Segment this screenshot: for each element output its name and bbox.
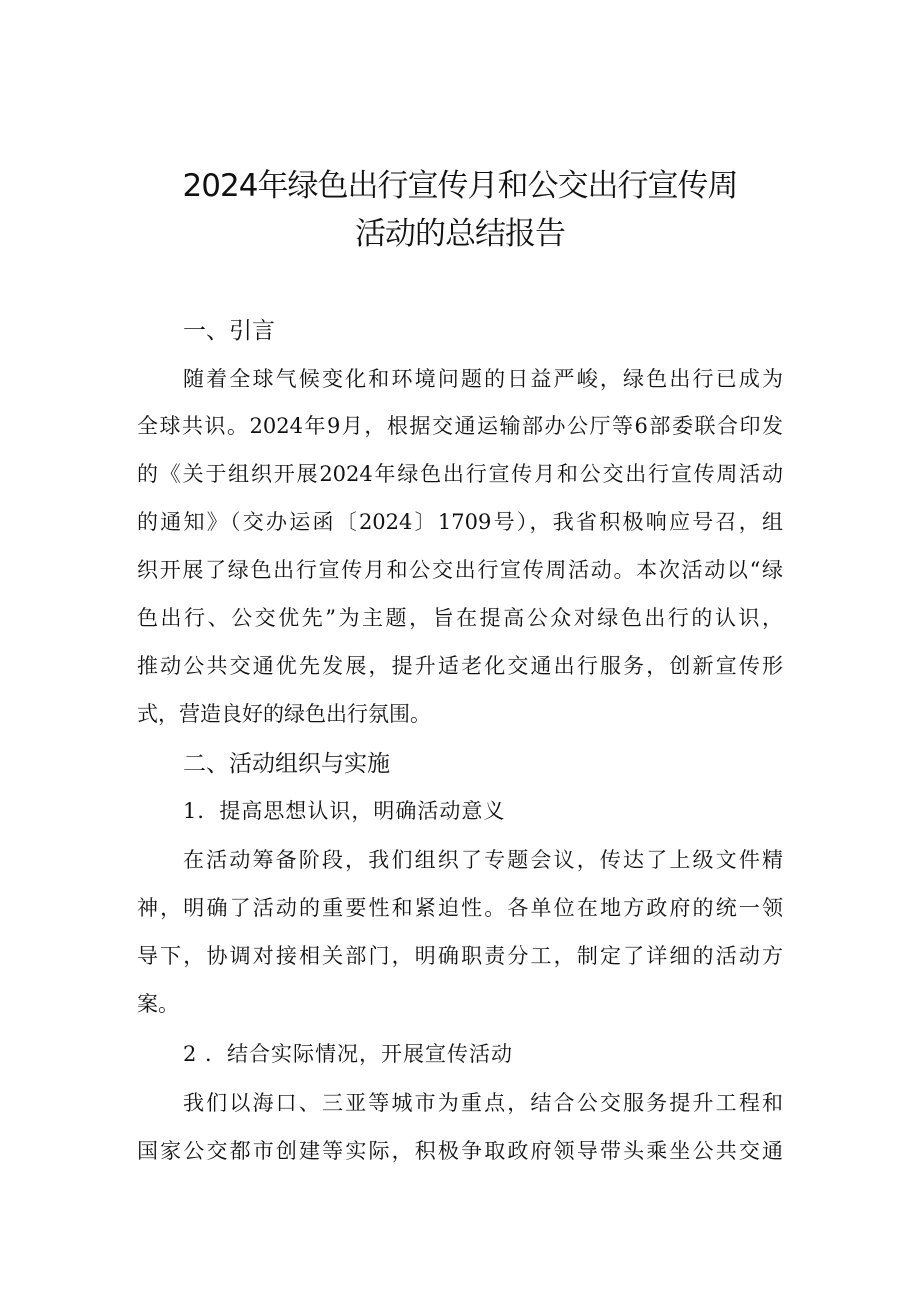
document-title-line-1: 2024年绿色出行宣传月和公交出行宣传周	[182, 168, 738, 204]
paragraph-line: 的《关于组织开展2024年绿色出行宣传月和公交出行宣传周活动	[137, 462, 783, 486]
paragraph-line: 案。	[137, 992, 179, 1016]
section-heading-introduction: 一、引言	[183, 318, 275, 344]
paragraph-line: 导下，协调对接相关部门，明确职责分工，制定了详细的活动方	[137, 944, 783, 968]
paragraph-line: 随着全球气候变化和环境问题的日益严峻，绿色出行已成为	[183, 367, 783, 391]
section-heading-organization: 二、活动组织与实施	[183, 751, 390, 777]
paragraph-line: 在活动筹备阶段，我们组织了专题会议，传达了上级文件精	[183, 848, 783, 872]
paragraph-line: 神，明确了活动的重要性和紧迫性。各单位在地方政府的统一领	[137, 896, 783, 920]
paragraph-line: 的通知》（交办运函〔2024〕1709号），我省积极响应号召，组	[137, 510, 783, 534]
subsection-heading-1: 1．提高思想认识，明确活动意义	[183, 799, 506, 823]
document-title-line-2: 活动的总结报告	[355, 216, 565, 252]
paragraph-line: 式，营造良好的绿色出行氛围。	[137, 702, 431, 726]
subsection-heading-2: 2 ．结合实际情况，开展宣传活动	[183, 1042, 514, 1066]
paragraph-line: 我们以海口、三亚等城市为重点，结合公交服务提升工程和	[183, 1091, 783, 1115]
paragraph-line: 全球共识。2024年9月，根据交通运输部办公厅等6部委联合印发	[137, 414, 783, 438]
paragraph-line: 国家公交都市创建等实际，积极争取政府领导带头乘坐公共交通	[137, 1139, 783, 1163]
paragraph-line: 推动公共交通优先发展，提升适老化交通出行服务，创新宣传形	[137, 654, 783, 678]
paragraph-line: 织开展了绿色出行宣传月和公交出行宣传周活动。本次活动以“绿	[137, 558, 783, 582]
paragraph-line: 色出行、公交优先”为主题，旨在提高公众对绿色出行的认识，	[137, 606, 783, 630]
